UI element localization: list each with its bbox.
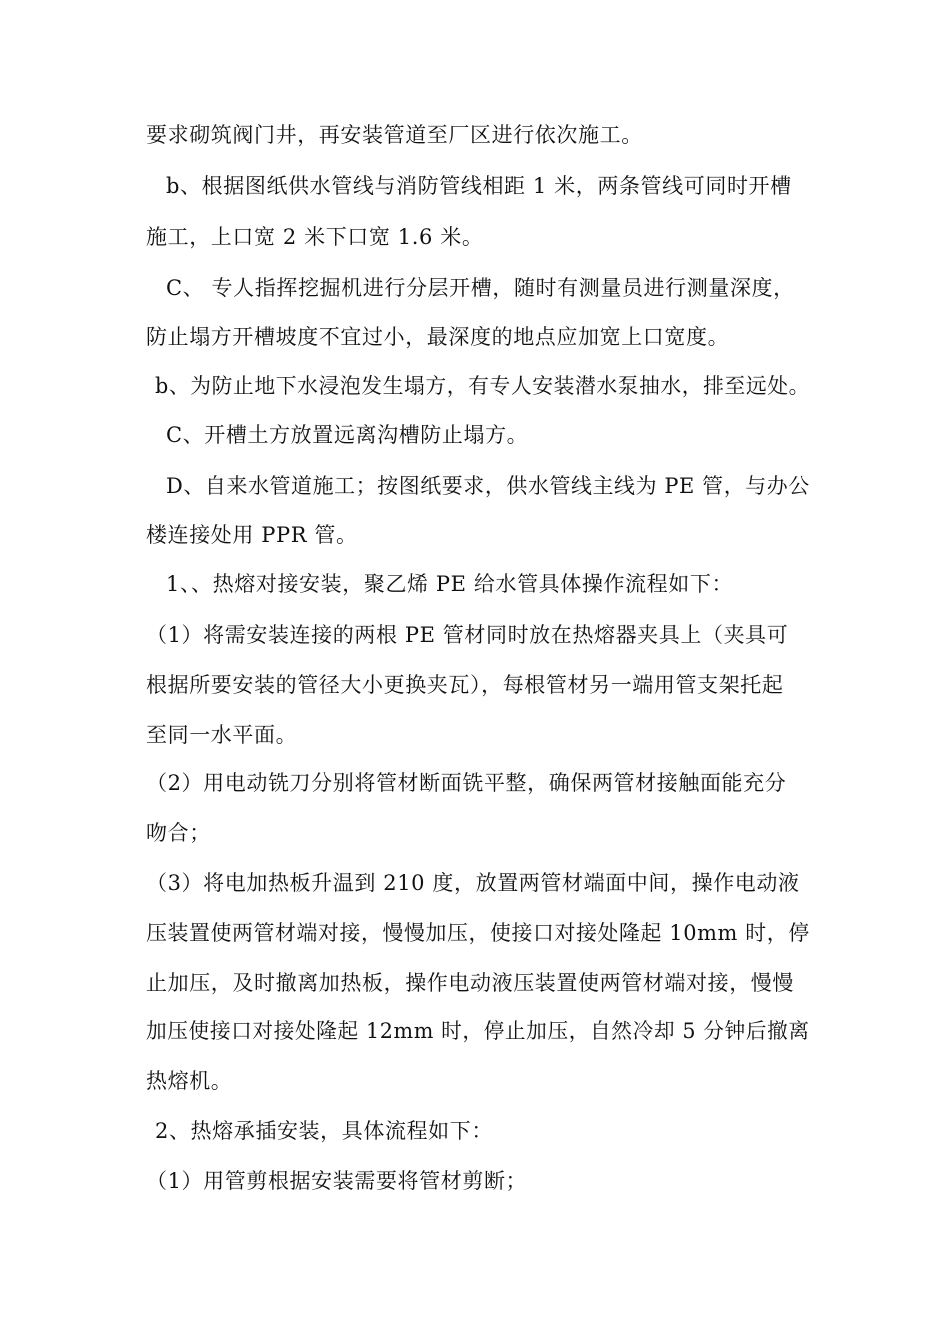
- text-line: 止加压，及时撤离加热板，操作电动液压装置使两管材端对接，慢慢: [146, 971, 794, 995]
- text-line: 1、、热熔对接安装，聚乙烯 PE 给水管具体操作流程如下：: [166, 572, 734, 596]
- text-line: D、自来水管道施工；按图纸要求，供水管线主线为 PE 管，与办公: [166, 474, 810, 498]
- text-line: （3）将电加热板升温到 210 度，放置两管材端面中间，操作电动液: [146, 871, 800, 895]
- text-line: 压装置使两管材端对接，慢慢加压，使接口对接处隆起 10mm 时，停: [146, 921, 810, 945]
- text-line: 防止塌方开槽坡度不宜过小，最深度的地点应加宽上口宽度。: [146, 325, 730, 349]
- text-line: C、 专人指挥挖掘机进行分层开槽，随时有测量员进行测量深度，: [166, 276, 795, 300]
- text-line: 吻合；: [146, 821, 211, 845]
- text-line: 加压使接口对接处隆起 12mm 时，停止加压，自然冷却 5 分钟后撤离: [146, 1019, 810, 1043]
- text-line: C、开槽土方放置远离沟槽防止塌方。: [166, 423, 529, 447]
- text-line: 楼连接处用 PPR 管。: [146, 523, 358, 547]
- text-line: （2）用电动铣刀分别将管材断面铣平整，确保两管材接触面能充分: [146, 771, 787, 795]
- text-line: b、为防止地下水浸泡发生塌方，有专人安装潜水泵抽水，排至远处。: [155, 374, 811, 398]
- text-line: （1）用管剪根据安装需要将管材剪断；: [146, 1169, 528, 1193]
- text-line: 要求砌筑阀门井，再安装管道至厂区进行依次施工。: [146, 123, 643, 147]
- text-line: 施工，上口宽 2 米下口宽 1.6 米。: [146, 225, 484, 249]
- text-line: 根据所要安装的管径大小更换夹瓦），每根管材另一端用管支架托起: [146, 673, 784, 697]
- text-line: 2、热熔承插安装，具体流程如下：: [155, 1119, 493, 1143]
- text-line: 至同一水平面。: [146, 723, 298, 747]
- text-line: b、根据图纸供水管线与消防管线相距 1 米，两条管线可同时开槽: [166, 174, 792, 198]
- text-line: （1）将需安装连接的两根 PE 管材同时放在热熔器夹具上（夹具可: [146, 623, 789, 647]
- text-line: 热熔机。: [146, 1069, 233, 1093]
